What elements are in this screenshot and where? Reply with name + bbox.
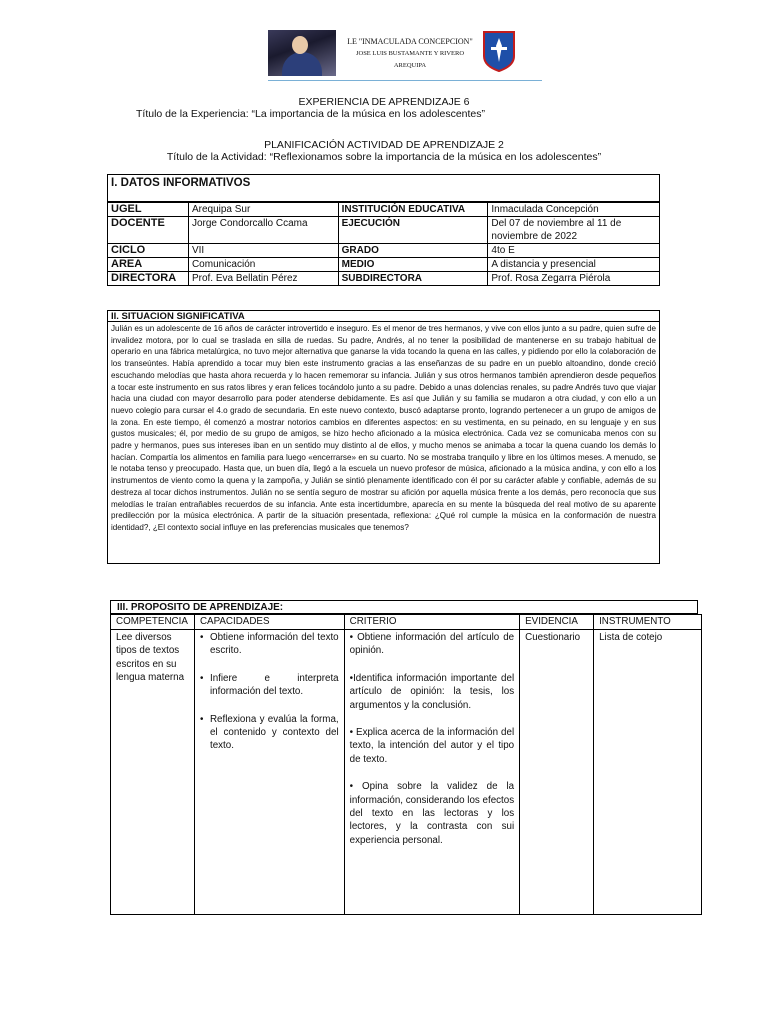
proposito-table [110, 614, 702, 915]
datos-label: INSTITUCIÓN EDUCATIVA [338, 203, 488, 217]
datos-heading-box [107, 174, 660, 202]
bullet-icon: • [199, 713, 204, 725]
datos-row [108, 272, 660, 286]
capacidades-cell [194, 630, 344, 915]
datos-value: A distancia y presencial [488, 258, 660, 272]
capacidad-item: Infiere e interpreta información del texto. [209, 672, 339, 698]
datos-label: SUBDIRECTORA [338, 272, 488, 286]
school-city: AREQUIPA [393, 62, 427, 69]
datos-value: Comunicación [188, 258, 338, 272]
column-header: COMPETENCIA [111, 615, 195, 630]
datos-value: Arequipa Sur [188, 203, 338, 217]
datos-row [108, 217, 660, 244]
datos-value: 4to E [488, 244, 660, 258]
proposito-header-row [111, 615, 702, 630]
column-header: EVIDENCIA [520, 615, 594, 630]
header-divider [268, 80, 542, 81]
capacidad-item: Obtiene información del texto escrito. [209, 632, 339, 657]
column-header: INSTRUMENTO [594, 615, 702, 630]
datos-row [108, 244, 660, 258]
column-header: CRITERIO [344, 615, 519, 630]
criterio-item: •Identifica información importante del artículo de opinión: la tesis, los argumentos y la conclusión. [349, 672, 515, 711]
evidencia-cell: Cuestionario [520, 630, 594, 915]
criterio-item: • Opina sobre la validez de la información, considerando los efectos del texto en las lectoras y los lectores, y la contrasta con sui experiencia personal. [349, 781, 515, 846]
virgin-mary-logo [268, 30, 336, 76]
datos-heading: I. DATOS INFORMATIVOS [111, 177, 251, 189]
datos-label: AREA [108, 258, 189, 272]
datos-value: Prof. Eva Bellatin Pérez [188, 272, 338, 286]
criterio-item: • Obtiene información del artículo de opinión. [349, 632, 515, 657]
proposito-row [111, 630, 702, 915]
datos-label: CICLO [108, 244, 189, 258]
competencia-cell: Lee diversos tipos de textos escritos en su lengua materna [111, 630, 195, 915]
activity-title: Título de la Actividad: “Reflexionamos sobre la importancia de la música en los adolescentes” [166, 151, 602, 163]
column-header: CAPACIDADES [194, 615, 344, 630]
school-person: JOSE LUIS BUSTAMANTE Y RIVERO [355, 50, 465, 57]
datos-row [108, 258, 660, 272]
datos-label: UGEL [108, 203, 189, 217]
datos-label: DIRECTORA [108, 272, 189, 286]
datos-value: VII [188, 244, 338, 258]
datos-row [108, 203, 660, 217]
datos-label: DOCENTE [108, 217, 189, 244]
datos-value: Del 07 de noviembre al 11 de noviembre de 2022 [488, 217, 660, 244]
datos-label: EJECUCIÓN [338, 217, 488, 244]
school-crest-icon [482, 30, 516, 72]
capacidad-item: Reflexiona y evalúa la forma, el contenido y contexto del texto. [209, 713, 339, 752]
school-name: I.E "INMACULADA CONCEPCION" [347, 37, 473, 46]
situacion-heading: II. SITUACION SIGNIFICATIVA [107, 310, 660, 322]
bullet-icon: • [199, 632, 204, 643]
bullet-icon: • [199, 672, 204, 684]
datos-label: GRADO [338, 244, 488, 258]
situacion-text: Julián es un adolescente de 16 años de carácter introvertido e inseguro. Es el menor de tres hermanos, y vive con ellos junto a su padre, quien sufre de invalidez motora, por lo cual se traslada en silla de ruedas. Su padre, Andrés, al no tener la posibilidad de mantenerse en su trabajo habitual de operario en una fábrica metalúrgica, no tuvo mejor alternativa que ganarse la vida tocando la quena en las calles, y pidiendo por ello la colaboración de los transeúntes. Había aprendido a tocar muy bien este instrumento gracias a las enseñanzas de su padre en un pueblo altoandino, donde creció escuchando melodías que hasta ahora recuerda y lo hacen rememorar su infancia. Julián y sus otros hermanos también aprendieron desde pequeños a tocar este instrumento en sus ratos libres y eran felices tocándolo junto a su padre. Debido a unas dolencias renales, su padre Andrés tuvo que viajar hacia una ciudad con mayor desarrollo para poder atenderse debidamente. Es así que Julián y su familia se mudaron a otra ciudad, y con ello a un nuevo colegio para cursar el 4.o grado de secundaria. En este nuevo contexto, buscó adaptarse pronto, logrando pertenecer a un grupo de amigos de la zona. En este tiempo, él comenzó a mostrar notorios cambios en diferentes aspectos: en su vestimenta, en su peinado, en su lenguaje y en sus gustos musicales; él, por medio de su grupo de amigos, se hizo hecho aficionado a la música electrónica. Cada vez se comunicaba menos con su padre y hermanos, pues sus intereses iban en un sentido muy distinto al de ellos, y mucho menos se animaba a tocar la quena cuando los demás lo hacían. Compartía los alimentos en familia para luego «encerrarse» en su cuarto. No se mostraba tranquilo y libre en los últimos meses. A menudo, se le notaba tenso y preocupado. Hasta que, un buen día, llegó a la escuela un nuevo profesor de música, aficionado a la música andina, y con ello a los instrumentos de viento como la quena y la zampoña, y Julián se sintió plenamente identificado con él por su carácter afable y confiable, además de su destreza al tocar dichos instrumentos. Julián no se sentía seguro de mostrar su afición por aquella música frente a los demás, pero reconocía que sus melodías le traían entrañables recuerdos de su infancia. Ante esta incertidumbre, aparecía en su mente la búsqueda del real motivo de su aparente predilección por la música electrónica. A partir de la situación presentada, reflexiona: ¿Qué rol cumple la música en la conformación de nuestra identidad?, ¿El contexto social influye en las preferencias musicales que tenemos? [107, 322, 660, 564]
datos-table [107, 202, 660, 286]
datos-value: Inmaculada Concepción [488, 203, 660, 217]
proposito-heading: III. PROPOSITO DE APRENDIZAJE: [110, 600, 698, 614]
activity-heading: PLANIFICACIÓN ACTIVIDAD DE APRENDIZAJE 2 [264, 139, 504, 151]
datos-value: Prof. Rosa Zegarra Piérola [488, 272, 660, 286]
experience-title: Título de la Experiencia: “La importancia de la música en los adolescentes” [136, 108, 486, 120]
criterio-cell [344, 630, 519, 915]
datos-value: Jorge Condorcallo Ccama [188, 217, 338, 244]
criterio-item: • Explica acerca de la información del texto, la intención del autor y el tipo de texto. [349, 727, 515, 765]
instrumento-cell: Lista de cotejo [594, 630, 702, 915]
experience-heading: EXPERIENCIA DE APRENDIZAJE 6 [298, 96, 470, 108]
datos-label: MEDIO [338, 258, 488, 272]
